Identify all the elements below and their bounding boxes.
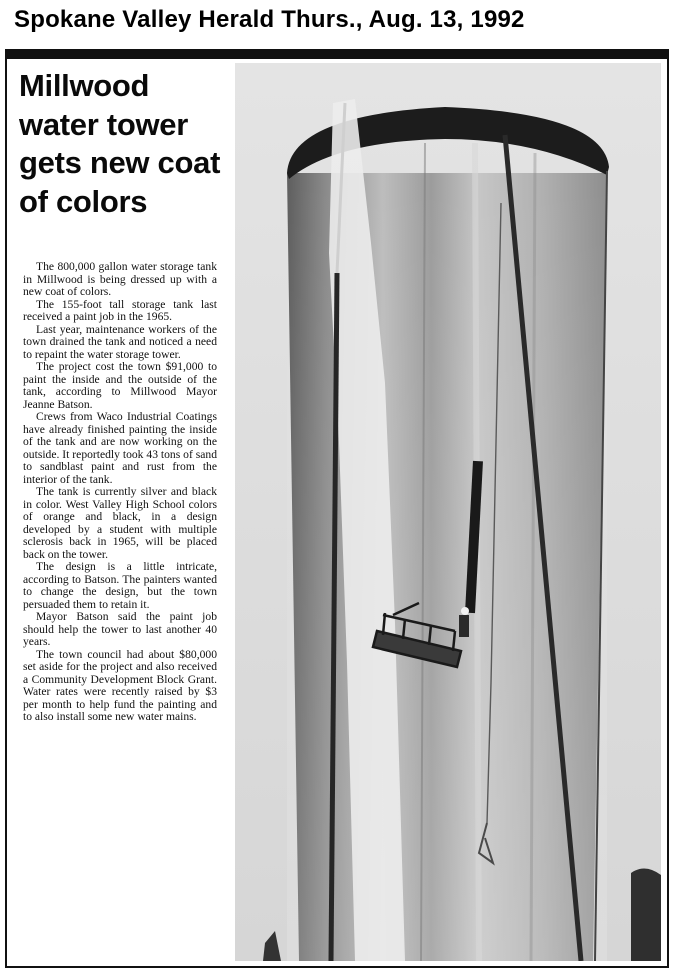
paragraph: The design is a little intricate, according to Batson. The painters wanted to change the design, but the town persuaded them to retain it. [23,560,217,611]
paragraph: The 800,000 gallon water storage tank in Millwood is being dressed up with a new coat of colors. [23,260,217,298]
paragraph: Crews from Waco Industrial Coatings have already finished painting the inside of the tank and are now working on the outside. It reportedly took 43 tons of sand to sandblast paint and rust from the interior of the tank. [23,410,217,486]
newspaper-clipping [5,49,669,968]
newspaper-caption: Spokane Valley Herald Thurs., Aug. 13, 1992 [14,6,525,33]
paragraph: The 155-foot tall storage tank last received a paint job in the 1965. [23,297,217,323]
paragraph: The project cost the town $91,000 to paint the inside and the outside of the tank, according to Millwood Mayor Jeanne Batson. [23,360,217,411]
top-rule [7,51,667,59]
paragraph: The tank is currently silver and black in color. West Valley High School colors of orange and black, in a design developed by a student with multiple sclerosis back in 1965, will be placed back on the tower. [23,485,217,561]
paragraph: Mayor Batson said the paint job should help the tower to last another 40 years. [23,610,217,648]
paragraph: The town council had about $80,000 set aside for the project and also received a Community Development Block Grant. Water rates were recently raised by $3 per month to help fund the painting and to also install some new water mains. [23,647,217,723]
article-body [23,261,217,724]
paragraph: Last year, maintenance workers of the town drained the tank and noticed a need to repaint the water storage tower. [23,322,217,361]
article-headline: Millwood water tower gets new coat of colors [19,68,221,219]
water-tower-photo [235,63,661,961]
